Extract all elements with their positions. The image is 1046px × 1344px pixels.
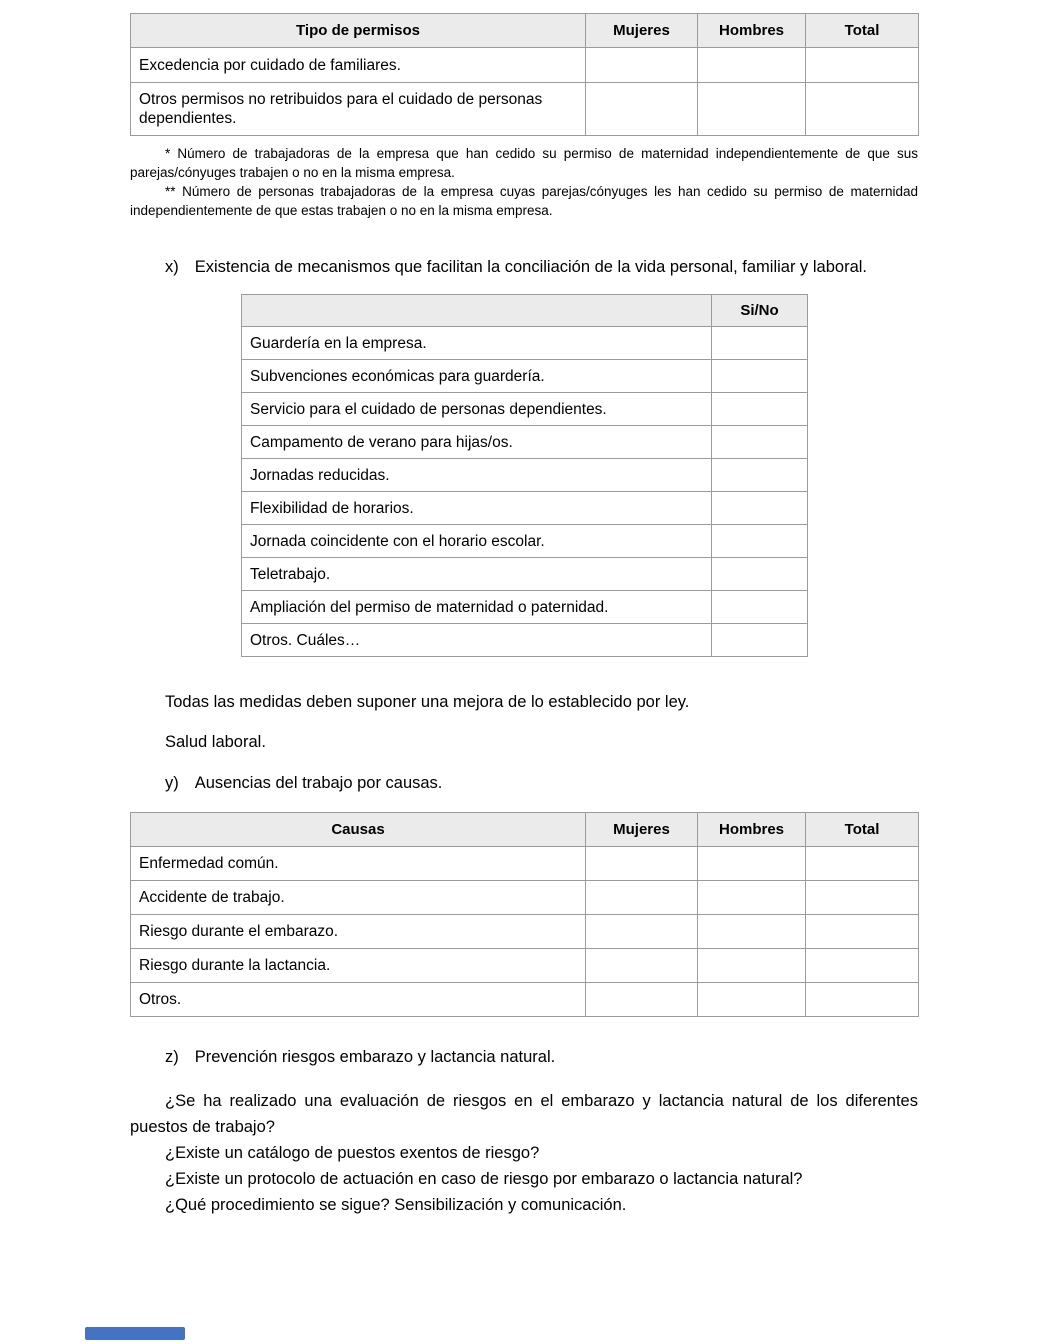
row-label: Otros.	[131, 983, 586, 1017]
row-label: Enfermedad común.	[131, 847, 586, 881]
row-label: Teletrabajo.	[242, 558, 712, 591]
table-row	[242, 591, 808, 624]
section-letter: z)	[165, 1048, 179, 1066]
column-header-mujeres: Mujeres	[586, 14, 698, 48]
table-row	[131, 983, 919, 1017]
si-no-value-cell	[712, 327, 808, 360]
mujeres-value-cell	[586, 949, 698, 983]
table-row	[242, 426, 808, 459]
column-header-hombres: Hombres	[698, 813, 806, 847]
row-label: Campamento de verano para hijas/os.	[242, 426, 712, 459]
total-value-cell	[806, 983, 919, 1017]
table-row	[242, 327, 808, 360]
mujeres-value-cell	[586, 48, 698, 83]
section-heading-z	[130, 1044, 918, 1070]
footnote-asterisk: * Número de trabajadoras de la empresa que han cedido su permiso de maternidad independientemente de que sus parejas/cónyuges trabajen o no en la misma empresa.	[130, 146, 918, 180]
document-page	[130, 13, 918, 1218]
table-row	[131, 949, 919, 983]
conciliacion-table	[241, 294, 808, 657]
si-no-value-cell	[712, 591, 808, 624]
table-row	[131, 847, 919, 881]
table-row	[131, 48, 919, 83]
column-header-hombres: Hombres	[698, 14, 806, 48]
table-row	[242, 360, 808, 393]
section-heading-text: Ausencias del trabajo por causas.	[194, 774, 443, 792]
table-row	[242, 525, 808, 558]
footnotes	[130, 144, 918, 220]
total-value-cell	[806, 881, 919, 915]
permisos-table	[130, 13, 919, 136]
table-row	[242, 393, 808, 426]
si-no-value-cell	[712, 624, 808, 657]
column-header-causas: Causas	[131, 813, 586, 847]
row-label: Accidente de trabajo.	[131, 881, 586, 915]
row-label: Servicio para el cuidado de personas dependientes.	[242, 393, 712, 426]
row-label: Flexibilidad de horarios.	[242, 492, 712, 525]
paragraph-todas-las-medidas: Todas las medidas deben suponer una mejora de lo establecido por ley.	[165, 693, 690, 711]
total-value-cell	[806, 847, 919, 881]
empty-header-cell	[242, 295, 712, 327]
section-letter: y)	[165, 774, 179, 792]
section-heading-y	[130, 770, 918, 796]
hombres-value-cell	[698, 881, 806, 915]
total-value-cell	[806, 48, 919, 83]
hombres-value-cell	[698, 949, 806, 983]
column-header-si-no: Si/No	[712, 295, 808, 327]
conciliacion-header-row	[242, 295, 808, 327]
si-no-value-cell	[712, 492, 808, 525]
row-label: Guardería en la empresa.	[242, 327, 712, 360]
total-value-cell	[806, 949, 919, 983]
section-heading-x	[130, 254, 918, 280]
table-row	[242, 492, 808, 525]
si-no-value-cell	[712, 459, 808, 492]
question-catalogo-puestos: ¿Existe un catálogo de puestos exentos de riesgo?	[165, 1144, 540, 1162]
paragraph-salud-laboral: Salud laboral.	[165, 733, 266, 751]
row-label: Ampliación del permiso de maternidad o paternidad.	[242, 591, 712, 624]
total-value-cell	[806, 83, 919, 136]
question-evaluacion-riesgos: ¿Se ha realizado una evaluación de riesgos en el embarazo y lactancia natural de los diferentes puestos de trabajo?	[130, 1092, 918, 1136]
table-row	[242, 624, 808, 657]
mujeres-value-cell	[586, 881, 698, 915]
hombres-value-cell	[698, 48, 806, 83]
si-no-value-cell	[712, 558, 808, 591]
row-label: Jornadas reducidas.	[242, 459, 712, 492]
mujeres-value-cell	[586, 847, 698, 881]
ausencias-header-row	[131, 813, 919, 847]
row-label: Otros permisos no retribuidos para el cuidado de personas dependientes.	[131, 83, 586, 136]
row-label: Subvenciones económicas para guardería.	[242, 360, 712, 393]
row-label: Otros. Cuáles…	[242, 624, 712, 657]
column-header-total: Total	[806, 14, 919, 48]
row-label: Jornada coincidente con el horario escolar.	[242, 525, 712, 558]
si-no-value-cell	[712, 393, 808, 426]
si-no-value-cell	[712, 525, 808, 558]
row-label: Excedencia por cuidado de familiares.	[131, 48, 586, 83]
table-row	[131, 881, 919, 915]
row-label: Riesgo durante la lactancia.	[131, 949, 586, 983]
column-header-mujeres: Mujeres	[586, 813, 698, 847]
footer-accent-bar	[85, 1327, 185, 1340]
section-heading-text: Existencia de mecanismos que facilitan la conciliación de la vida personal, familiar y laboral.	[194, 258, 868, 276]
mujeres-value-cell	[586, 915, 698, 949]
si-no-value-cell	[712, 426, 808, 459]
hombres-value-cell	[698, 83, 806, 136]
ausencias-table	[130, 812, 919, 1017]
table-row	[131, 915, 919, 949]
mujeres-value-cell	[586, 983, 698, 1017]
mujeres-value-cell	[586, 83, 698, 136]
hombres-value-cell	[698, 983, 806, 1017]
table-row	[242, 459, 808, 492]
questions-block	[130, 1088, 918, 1218]
section-heading-text: Prevención riesgos embarazo y lactancia natural.	[194, 1048, 556, 1066]
si-no-value-cell	[712, 360, 808, 393]
column-header-total: Total	[806, 813, 919, 847]
question-protocolo-actuacion: ¿Existe un protocolo de actuación en caso de riesgo por embarazo o lactancia natural?	[165, 1170, 803, 1188]
question-procedimiento: ¿Qué procedimiento se sigue? Sensibilización y comunicación.	[165, 1196, 627, 1214]
hombres-value-cell	[698, 915, 806, 949]
table-row	[242, 558, 808, 591]
section-letter: x)	[165, 258, 179, 276]
table-row	[131, 83, 919, 136]
footnote-double-asterisk: ** Número de personas trabajadoras de la empresa cuyas parejas/cónyuges les han cedido su permiso de maternidad independientemente de que estas trabajen o no en la misma empresa.	[130, 184, 918, 218]
hombres-value-cell	[698, 847, 806, 881]
row-label: Riesgo durante el embarazo.	[131, 915, 586, 949]
permisos-header-row	[131, 14, 919, 48]
total-value-cell	[806, 915, 919, 949]
column-header-tipo-de-permisos: Tipo de permisos	[131, 14, 586, 48]
